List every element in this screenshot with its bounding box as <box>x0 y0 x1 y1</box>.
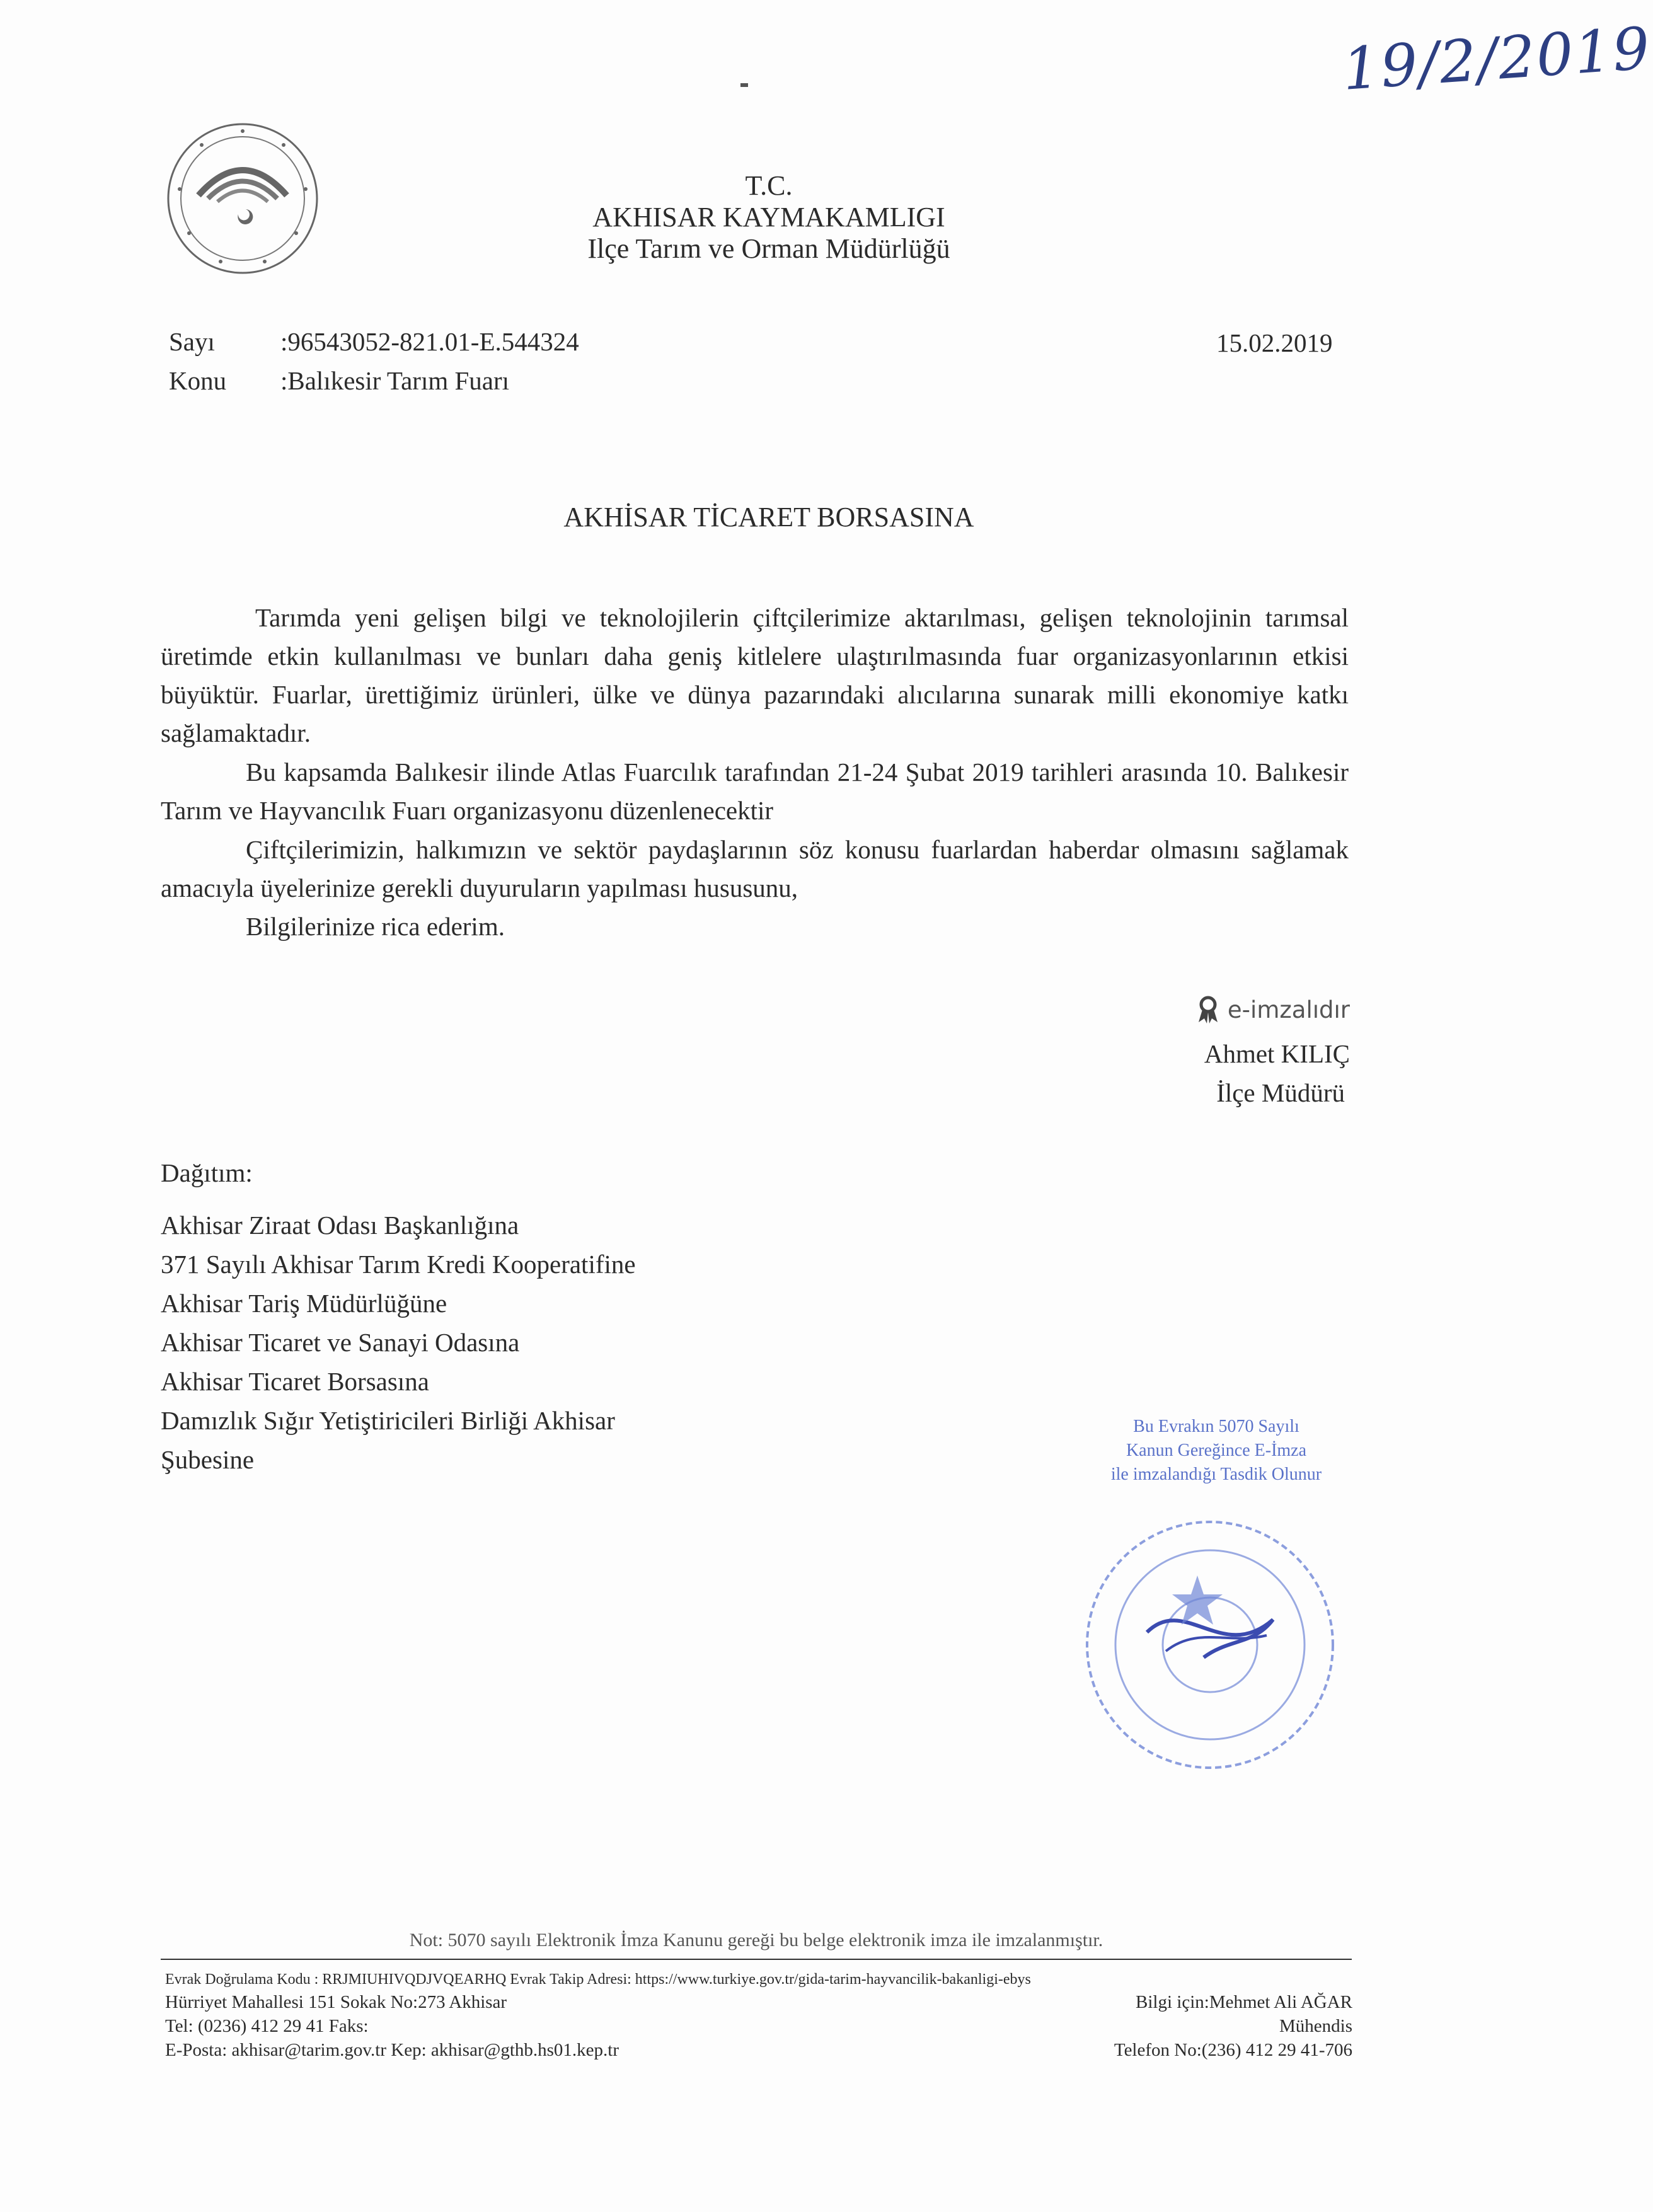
ribbon-icon <box>1196 996 1220 1023</box>
header-tc: T.C. <box>745 170 793 201</box>
footer-email: E-Posta: akhisar@tarim.gov.tr Kep: akhisar@gthb.hs01.kep.tr <box>165 2040 619 2060</box>
scan-mark <box>740 83 748 87</box>
signer-name: Ahmet KILIÇ <box>1204 1039 1350 1068</box>
certification-text <box>1052 1415 1380 1487</box>
footer-divider <box>161 1959 1352 1960</box>
footer-contact-phone: Telefon No:(236) 412 29 41-706 <box>1114 2040 1352 2060</box>
distribution-list <box>161 1206 636 1479</box>
distribution-item: Akhisar Tariş Müdürlüğüne <box>161 1289 447 1318</box>
document-date: 15.02.2019 <box>1216 328 1333 357</box>
ministry-seal-logo <box>164 120 321 277</box>
sayi-value: :96543052-821.01-E.544324 <box>280 327 579 356</box>
official-round-stamp <box>1065 1500 1355 1790</box>
handwritten-date: 19/2/2019 <box>1340 14 1653 103</box>
body-paragraph-3: Çiftçilerimizin, halkımızın ve sektör paydaşlarının söz konusu fuarlardan haberdar olmasını sağlamak amacıyla üyelerinize gerekli duyuruların yapılması hususunu, <box>161 835 1349 902</box>
konu-value: :Balıkesir Tarım Fuarı <box>280 366 510 395</box>
body-paragraph-2: Bu kapsamda Balıkesir ilinde Atlas Fuarcılık tarafından 21-24 Şubat 2019 tarihleri arasında 10. Balıkesir Tarım ve Hayvancılık Fuarı organizasyonu düzenlenecektir <box>161 757 1349 825</box>
distribution-item: Damızlık Sığır Yetiştiricileri Birliği Akhisar <box>161 1406 615 1435</box>
body-paragraph-1: Tarımda yeni gelişen bilgi ve teknolojilerin çiftçilerimize aktarılması, gelişen teknolojinin tarımsal üretimde etkin kullanılması ve bunları daha geniş kitlelere ulaştırılmasında fuar organizasyonlarının etkisi büyüktür. Fuarlar, ürettiğimiz ürünleri, ülke ve dünya pazarındaki alıcılarına sunarak milli ekonomiye katkı sağlamaktadır. <box>161 603 1349 747</box>
body-paragraph-4: Bilgilerinize rica ederim. <box>246 912 505 941</box>
footer-phone: Tel: (0236) 412 29 41 Faks: <box>165 2016 369 2036</box>
distribution-item: Akhisar Ticaret Borsasına <box>161 1367 429 1396</box>
footer-contact-person: Bilgi için:Mehmet Ali AĞAR <box>1136 1992 1352 2012</box>
distribution-item: Şubesine <box>161 1445 255 1474</box>
footer-legal-note: Not: 5070 sayılı Elektronik İmza Kanunu gereği bu belge elektronik imza ile imzalanmıştır. <box>409 1930 1103 1950</box>
footer-contact-role: Mühendis <box>1279 2016 1352 2036</box>
distribution-item: Akhisar Ticaret ve Sanayi Odasına <box>161 1328 520 1357</box>
certification-line-1: Bu Evrakın 5070 Sayılı <box>1133 1417 1299 1436</box>
verification-code: Evrak Doğrulama Kodu : RRJMIUHIVQDJVQEARHQ Evrak Takip Adresi: https://www.turkiye.gov.tr/gida-tarim-hayvancilik-bakanligi-ebys <box>165 1971 1031 1988</box>
header-office: AKHISAR KAYMAKAMLIGI <box>592 202 945 233</box>
addressee: AKHİSAR TİCARET BORSASINA <box>563 502 974 533</box>
signer-title: İlçe Müdürü <box>1216 1078 1345 1107</box>
footer-address: Hürriyet Mahallesi 151 Sokak No:273 Akhisar <box>165 1992 507 2012</box>
distribution-item: Akhisar Ziraat Odası Başkanlığına <box>161 1211 519 1240</box>
konu-label: Konu <box>169 366 227 395</box>
e-signature-label: e-imzalıdır <box>1227 996 1350 1023</box>
certification-line-2: Kanun Gereğince E-İmza <box>1126 1441 1307 1460</box>
certification-line-3: ile imzalandığı Tasdik Olunur <box>1110 1465 1322 1484</box>
header-directorate: Ilçe Tarım ve Orman Müdürlüğü <box>587 233 950 264</box>
sayi-label: Sayı <box>169 327 215 356</box>
distribution-item: 371 Sayılı Akhisar Tarım Kredi Kooperatifine <box>161 1250 636 1279</box>
distribution-label: Dağıtım: <box>161 1158 253 1187</box>
e-signature-indicator <box>1196 996 1350 1023</box>
